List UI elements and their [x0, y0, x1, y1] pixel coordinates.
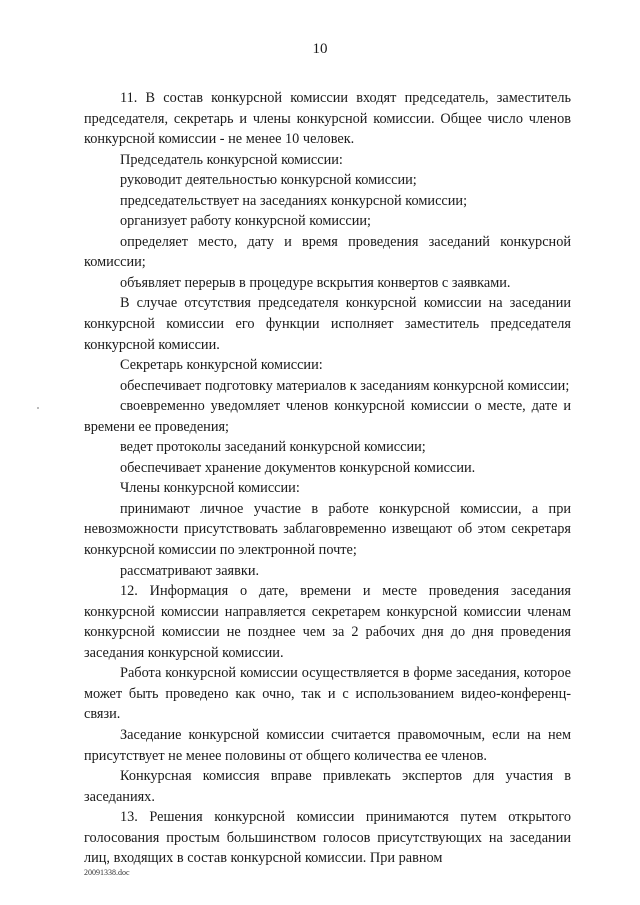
paragraph: руководит деятельностью конкурсной комиссии; — [120, 172, 417, 189]
scan-speck — [37, 407, 39, 409]
paragraph: принимают личное участие в работе конкурсной комиссии, а при невозможности присутствовать заблаговременно извещают об этом секретаря конкурсной комиссии по электронной почте; — [84, 500, 571, 559]
paragraph: Члены конкурсной комиссии: — [120, 480, 300, 497]
paragraph: 11. В состав конкурсной комиссии входят председатель, заместитель председателя, секретарь и члены конкурсной комиссии. Общее число членов конкурсной комиссии - не менее 10 человек. — [84, 90, 571, 148]
paragraph: рассматривают заявки. — [120, 562, 260, 579]
paragraph: 12. Информация о дате, времени и месте проведения заседания конкурсной комиссии направляется секретарем конкурсной комиссии членам конкурсной комиссии не позднее чем за 2 рабочих дня до дня проведения заседания конкурсной комиссии. — [84, 583, 571, 661]
paragraph: ведет протоколы заседаний конкурсной комиссии; — [120, 439, 426, 456]
paragraph: председательствует на заседаниях конкурсной комиссии; — [120, 192, 468, 209]
paragraph: обеспечивает подготовку материалов к заседаниям конкурсной комиссии; — [120, 377, 570, 394]
paragraph: Конкурсная комиссия вправе привлекать экспертов для участия в заседаниях. — [84, 768, 571, 805]
paragraph: определяет место, дату и время проведения заседаний конкурсной комиссии; — [84, 233, 571, 271]
paragraph: Работа конкурсной комиссии осуществляется в форме заседания, которое может быть проведено как очно, так и с использованием видео-конференц-связи. — [84, 665, 571, 723]
paragraph: Председатель конкурсной комиссии: — [120, 151, 343, 168]
paragraph: В случае отсутствия председателя конкурсной комиссии на заседании конкурсной комиссии его функции исполняет заместитель председателя конкурсной комиссии. — [84, 295, 571, 353]
paragraph: обеспечивает хранение документов конкурсной комиссии. — [120, 459, 476, 476]
paragraph: объявляет перерыв в процедуре вскрытия конвертов с заявками. — [120, 274, 511, 291]
paragraph: организует работу конкурсной комиссии; — [120, 213, 371, 230]
document-body — [84, 88, 571, 869]
paragraph: 13. Решения конкурсной комиссии принимаются путем открытого голосования простым большинством голосов присутствующих на заседании лиц, входящих в состав конкурсной комиссии. При равном — [84, 809, 571, 867]
file-name-footer: 20091338.doc — [84, 868, 130, 877]
paragraph: Заседание конкурсной комиссии считается правомочным, если на нем присутствует не менее половины от общего количества ее членов. — [84, 726, 571, 764]
paragraph: своевременно уведомляет членов конкурсной комиссии о месте, дате и времени ее проведения; — [84, 398, 571, 435]
paragraph: Секретарь конкурсной комиссии: — [120, 357, 323, 374]
page-number: 10 — [312, 41, 328, 57]
